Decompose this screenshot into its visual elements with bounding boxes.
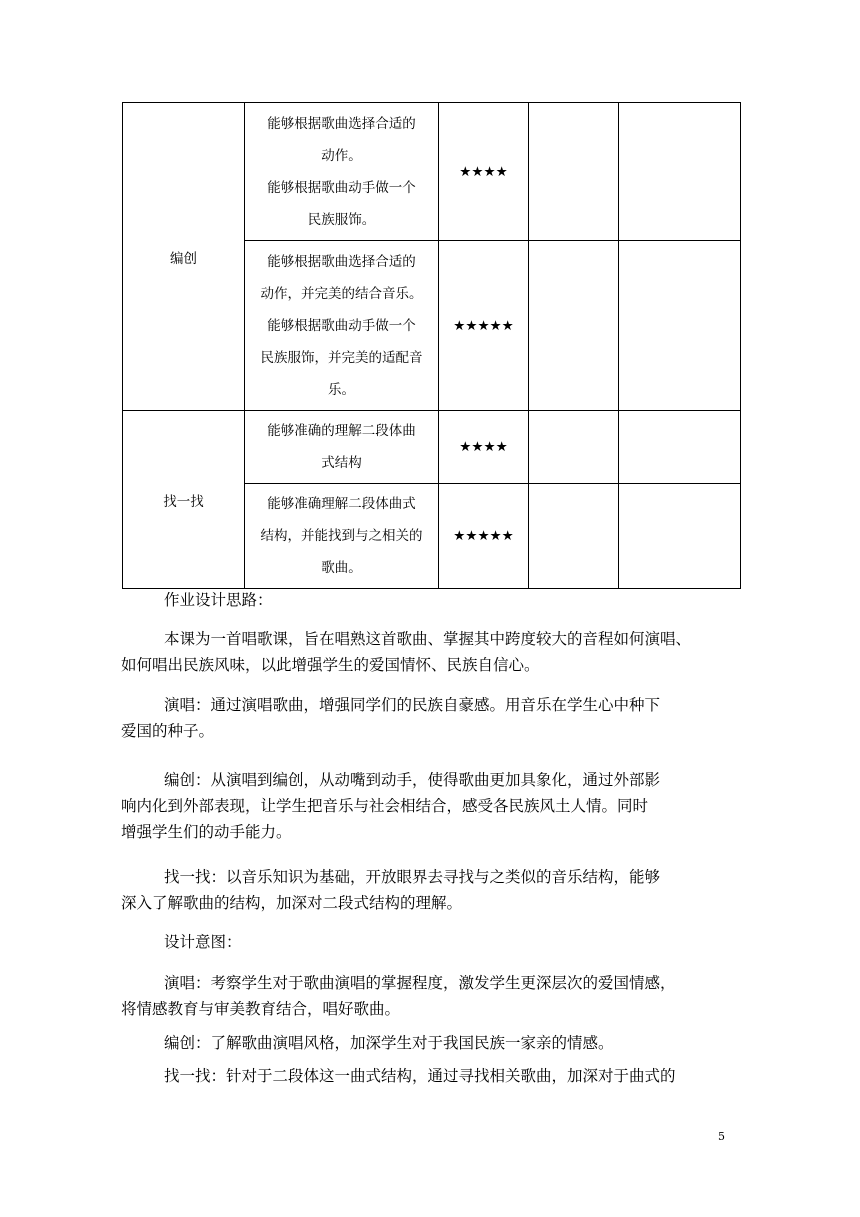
empty-cell [529, 103, 619, 241]
paragraph-line: 编创：从演唱到编创，从动嘴到动手，使得歌曲更加具象化，通过外部影 [164, 771, 661, 789]
paragraph-line: 爱国的种子。 [121, 722, 215, 740]
category-cell-bianchuang: 编创 [123, 103, 245, 411]
paragraph-line: 编创：了解歌曲演唱风格，加深学生对于我国民族一家亲的情感。 [164, 1034, 614, 1052]
empty-cell [619, 103, 741, 241]
paragraph-line: 本课为一首唱歌课，旨在唱熟这首歌曲、掌握其中跨度较大的音程如何演唱、 [164, 630, 692, 648]
empty-cell [529, 484, 619, 589]
category-cell-zhaoyizhao: 找一找 [123, 411, 245, 589]
paragraph-line: 增强学生们的动手能力。 [121, 823, 292, 841]
empty-cell [619, 241, 741, 411]
criteria-cell: 能够准确理解二段体曲式 结构，并能找到与之相关的 歌曲。 [245, 484, 439, 589]
paragraph-line: 如何唱出民族风味，以此增强学生的爱国情怀、民族自信心。 [121, 656, 540, 674]
star-rating: ★★★★★ [439, 484, 529, 589]
paragraph-line: 演唱：考察学生对于歌曲演唱的掌握程度，激发学生更深层次的爱国情感， [164, 974, 676, 992]
paragraph-line: 深入了解歌曲的结构，加深对二段式结构的理解。 [121, 894, 463, 912]
criteria-cell: 能够根据歌曲选择合适的 动作，并完美的结合音乐。 能够根据歌曲动手做一个 民族服饰，并完美的适配音 乐。 [245, 241, 439, 411]
table-row [123, 103, 741, 241]
paragraph-line: 找一找：以音乐知识为基础，开放眼界去寻找与之类似的音乐结构，能够 [164, 868, 661, 886]
paragraph-line: 响内化到外部表现，让学生把音乐与社会相结合，感受各民族风土人情。同时 [121, 797, 649, 815]
star-rating: ★★★★ [439, 103, 529, 241]
empty-cell [529, 411, 619, 484]
paragraph-line: 将情感教育与审美教育结合，唱好歌曲。 [121, 1000, 401, 1018]
empty-cell [529, 241, 619, 411]
paragraph-line: 找一找：针对于二段体这一曲式结构，通过寻找相关歌曲，加深对于曲式的 [164, 1067, 676, 1085]
evaluation-table [122, 102, 741, 589]
star-rating: ★★★★★ [439, 241, 529, 411]
empty-cell [619, 484, 741, 589]
heading-design-intent: 设计意图： [164, 933, 242, 951]
paragraph-line: 演唱：通过演唱歌曲，增强同学们的民族自豪感。用音乐在学生心中种下 [164, 696, 661, 714]
criteria-cell: 能够准确的理解二段体曲 式结构 [245, 411, 439, 484]
criteria-cell: 能够根据歌曲选择合适的 动作。 能够根据歌曲动手做一个 民族服饰。 [245, 103, 439, 241]
page-number: 5 [718, 1130, 725, 1143]
empty-cell [619, 411, 741, 484]
table-row [123, 411, 741, 484]
star-rating: ★★★★ [439, 411, 529, 484]
heading-homework-design: 作业设计思路： [164, 591, 273, 609]
